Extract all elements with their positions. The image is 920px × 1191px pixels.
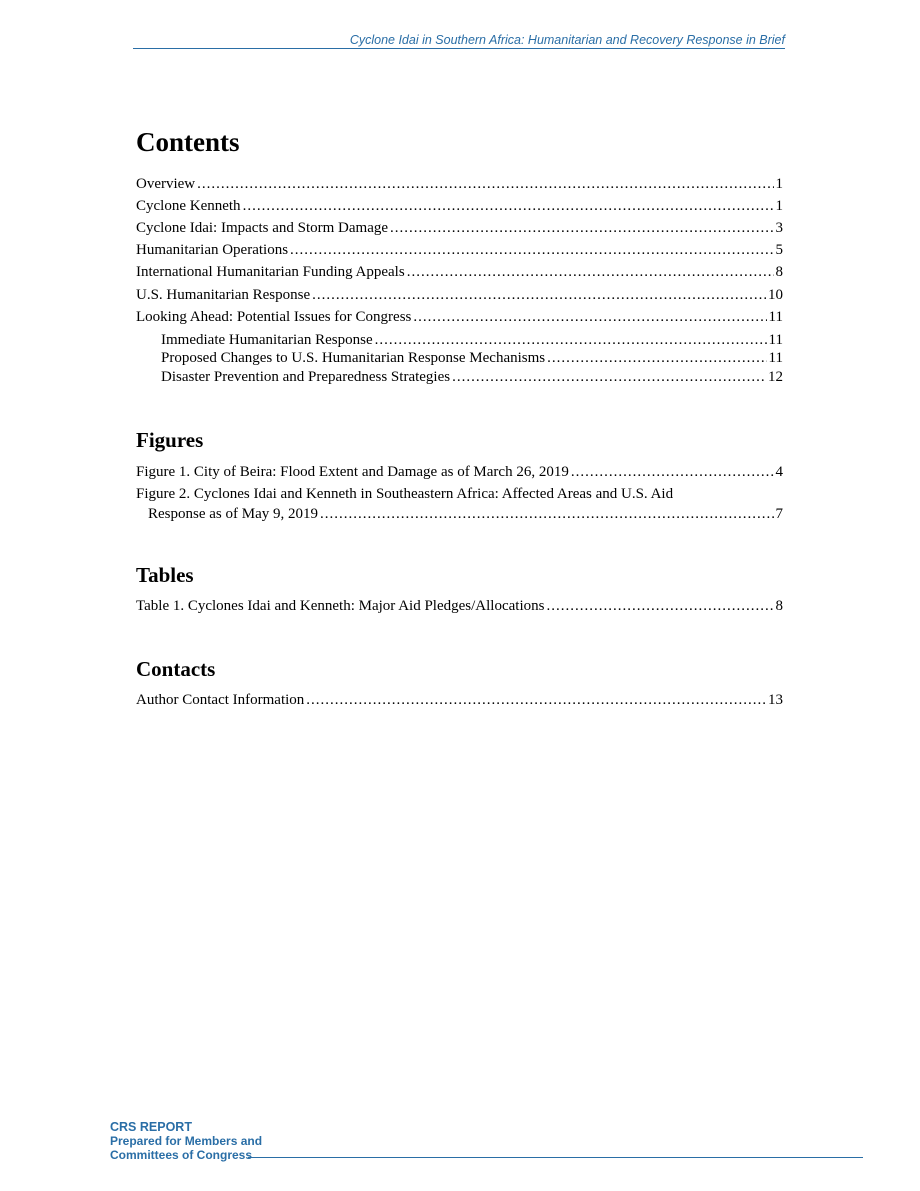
toc-entry-cyclone-kenneth[interactable] (136, 196, 783, 216)
toc-entry-title: Proposed Changes to U.S. Humanitarian Response Mechanisms (161, 350, 546, 366)
crs-report-logo (110, 1120, 262, 1162)
figure-entry-title: Response as of May 9, 2019 (148, 506, 318, 522)
toc-entry-looking-ahead[interactable] (136, 307, 783, 327)
toc-entry-page: 11 (768, 350, 783, 366)
toc-entry-title: Disaster Prevention and Preparedness Strategies (161, 369, 451, 385)
footer-rule (248, 1157, 863, 1158)
toc-entry-page: 5 (775, 242, 783, 258)
toc-subentry-proposed-changes[interactable] (161, 348, 783, 368)
toc-entry-humanitarian-operations[interactable] (136, 240, 783, 260)
toc-entry-cyclone-idai-impacts[interactable] (136, 218, 783, 238)
toc-entry-funding-appeals[interactable] (136, 262, 783, 282)
running-header-title: Cyclone Idai in Southern Africa: Humanitarian and Recovery Response in Brief (349, 33, 785, 47)
tables-heading: Tables (136, 563, 194, 587)
dot-leader (413, 307, 766, 327)
figure-entry-1[interactable] (136, 462, 783, 482)
dot-leader (243, 196, 774, 216)
contact-entry-title: Author Contact Information (136, 692, 305, 708)
toc-subentry-immediate-response[interactable] (161, 330, 783, 350)
dot-leader (452, 367, 766, 387)
toc-entry-page: 11 (768, 332, 783, 348)
toc-entry-page: 10 (768, 287, 783, 303)
toc-entry-title: Immediate Humanitarian Response (161, 332, 373, 348)
contents-heading: Contents (136, 127, 240, 157)
figures-heading: Figures (136, 428, 204, 452)
figure-entry-page: 7 (775, 506, 783, 522)
toc-entry-title: Overview (136, 176, 196, 192)
toc-entry-title: U.S. Humanitarian Response (136, 287, 311, 303)
toc-entry-title: International Humanitarian Funding Appeals (136, 264, 405, 280)
toc-entry-title: Humanitarian Operations (136, 242, 289, 258)
dot-leader (197, 174, 773, 194)
toc-entry-page: 8 (775, 264, 783, 280)
dot-leader (546, 596, 773, 616)
running-header (133, 32, 785, 49)
dot-leader (390, 218, 773, 238)
footer-brand: CRS REPORT (110, 1120, 192, 1134)
toc-entry-title: Looking Ahead: Potential Issues for Congress (136, 309, 412, 325)
dot-leader (290, 240, 773, 260)
dot-leader (320, 504, 774, 524)
table-entry-page: 8 (775, 598, 783, 614)
contact-entry-page: 13 (768, 692, 783, 708)
table-entry-title: Table 1. Cyclones Idai and Kenneth: Major Aid Pledges/Allocations (136, 598, 545, 614)
toc-entry-page: 11 (768, 309, 783, 325)
footer-line-1: Prepared for Members and (110, 1134, 263, 1148)
figure-entry-2[interactable] (148, 504, 783, 524)
dot-leader (547, 348, 766, 368)
dot-leader (306, 690, 766, 710)
figure-entry-2-line1[interactable]: Figure 2. Cyclones Idai and Kenneth in Southeastern Africa: Affected Areas and U.S. Aid (136, 486, 674, 502)
toc-entry-page: 1 (775, 176, 783, 192)
dot-leader (312, 285, 766, 305)
toc-entry-title: Cyclone Idai: Impacts and Storm Damage (136, 220, 389, 236)
table-entry-1[interactable] (136, 596, 783, 616)
dot-leader (375, 330, 767, 350)
footer-line-2: Committees of Congress (110, 1148, 253, 1162)
dot-leader (571, 462, 774, 482)
toc-entry-overview[interactable] (136, 174, 783, 194)
figure-entry-title: Figure 1. City of Beira: Flood Extent and Damage as of March 26, 2019 (136, 464, 569, 480)
toc-entry-title: Cyclone Kenneth (136, 198, 241, 214)
toc-entry-us-humanitarian-response[interactable] (136, 285, 783, 305)
contact-entry-author[interactable] (136, 690, 783, 710)
toc-entry-page: 3 (775, 220, 783, 236)
toc-entry-page: 1 (775, 198, 783, 214)
figure-entry-page: 4 (775, 464, 783, 480)
contacts-heading: Contacts (136, 657, 216, 681)
dot-leader (407, 262, 774, 282)
toc-subentry-disaster-prevention[interactable] (161, 367, 783, 387)
toc-entry-page: 12 (768, 369, 783, 385)
